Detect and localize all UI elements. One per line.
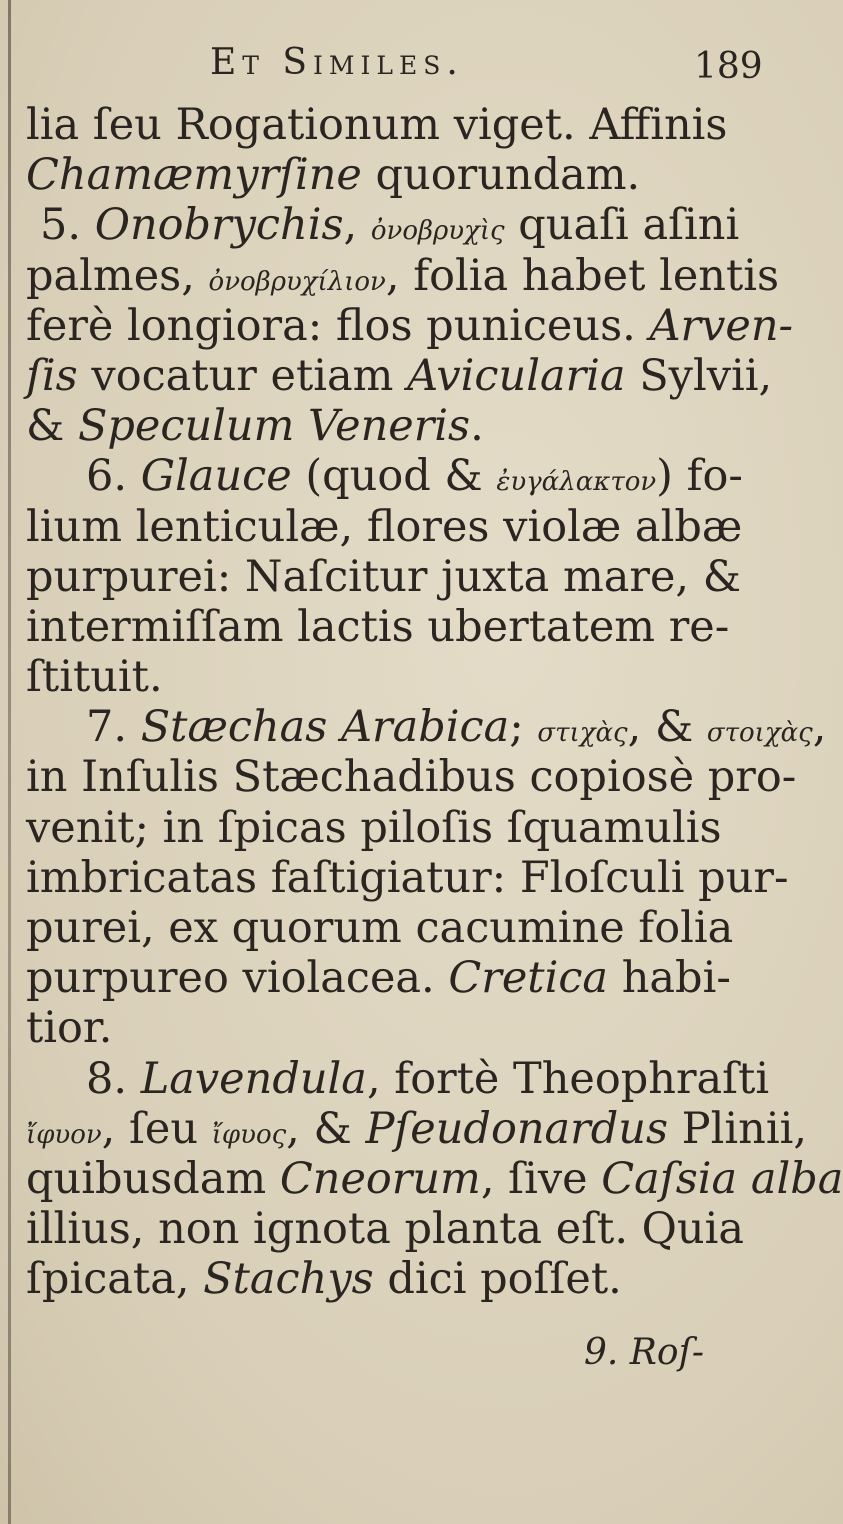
roman-text: habi- — [608, 953, 731, 1004]
greek-text: στοιχὰς — [706, 718, 813, 749]
roman-text: 5. — [40, 200, 95, 251]
text-line — [26, 1153, 843, 1204]
text-line — [26, 552, 786, 602]
roman-text: purei, ex quorum cacumine folia — [26, 903, 734, 953]
italic-text: Cretica — [448, 953, 609, 1004]
body-text — [26, 100, 843, 1305]
roman-text: vocatur etiam — [77, 350, 408, 401]
roman-text: palmes, — [26, 250, 209, 301]
greek-text: ὀνοβρυχίλιον — [208, 266, 386, 297]
roman-text: Plinii, — [668, 1103, 807, 1154]
roman-text: imbricatas faſtigiatur: Floſculi pur- — [26, 852, 789, 903]
roman-text: (quod & — [291, 451, 497, 502]
text-line — [26, 852, 789, 903]
roman-text: ; — [509, 702, 538, 753]
text-line — [26, 251, 786, 301]
roman-text: illius, non ignota planta eſt. Quia — [26, 1204, 745, 1255]
text-line — [26, 401, 786, 451]
italic-text: Stæchas Arabica — [140, 702, 510, 753]
page-number: 189 — [694, 46, 763, 87]
roman-text: & — [26, 401, 78, 452]
greek-text: στιχὰς — [537, 718, 628, 749]
roman-text: dici poſſet. — [373, 1254, 622, 1305]
text-line — [26, 1103, 807, 1154]
roman-text: ferè longiora: flos puniceus. — [26, 300, 650, 351]
roman-text: intermiſſam lactis ubertatem re- — [26, 601, 730, 652]
roman-text: 8. — [86, 1053, 141, 1104]
roman-text: quorundam. — [361, 150, 641, 201]
text-line — [26, 300, 794, 351]
roman-text: , folia habet lentis — [385, 250, 780, 301]
roman-text: purpurei: Naſcitur juxta mare, & — [26, 551, 742, 602]
roman-text: ſtituit. — [26, 652, 163, 703]
text-line — [26, 150, 786, 200]
text-line — [26, 803, 786, 853]
roman-text: quaſi aſini — [504, 200, 740, 251]
text-line — [26, 903, 786, 953]
roman-text: Sylvii, — [625, 350, 773, 401]
text-line — [26, 1254, 786, 1304]
roman-text: 7. — [86, 702, 141, 753]
roman-text: . — [470, 401, 484, 452]
roman-text: , — [343, 200, 371, 251]
greek-text: ἴφυος — [211, 1119, 287, 1150]
italic-text: Glauce — [140, 451, 292, 502]
roman-text: quibusdam — [26, 1153, 280, 1204]
italic-text: Pſeudonardus — [365, 1103, 669, 1154]
roman-text: lia ſeu Rogationum viget. Affinis — [26, 100, 728, 150]
italic-text: Lavendula — [140, 1053, 367, 1104]
running-head: Et Similes. — [210, 42, 464, 83]
page-edge-shadow — [8, 0, 11, 1524]
italic-text: ſis — [26, 350, 78, 401]
italic-text: Caſsia alba — [601, 1153, 843, 1204]
italic-text: Avicularia — [407, 350, 626, 401]
italic-text: Chamæmyrſine — [26, 150, 362, 201]
text-line — [26, 451, 786, 501]
roman-text: , ſeu — [101, 1103, 212, 1154]
roman-text: purpureo violacea. — [26, 953, 449, 1004]
roman-text: , & — [627, 702, 707, 753]
roman-text: tior. — [26, 1003, 113, 1054]
text-line — [26, 351, 786, 401]
text-line — [26, 953, 786, 1003]
text-line — [26, 702, 827, 753]
text-line — [26, 502, 786, 552]
greek-text: ἴφυον — [26, 1119, 102, 1150]
roman-text: ſpicata, — [26, 1254, 204, 1305]
roman-text: venit; in ſpicas piloſis ſquamulis — [26, 802, 722, 853]
text-line — [26, 1003, 786, 1053]
text-line — [26, 1054, 786, 1104]
italic-text: Arven- — [649, 300, 794, 351]
text-line — [26, 752, 797, 803]
roman-text: , & — [286, 1103, 366, 1154]
roman-text: , ſive — [480, 1153, 602, 1204]
roman-text: , — [812, 702, 827, 753]
italic-text: Speculum Veneris — [77, 401, 471, 452]
italic-text: Cneorum — [279, 1153, 481, 1204]
greek-text: ἐυγάλακτον — [496, 467, 657, 498]
greek-text: ὀνοβρυχὶς — [370, 216, 505, 247]
text-line — [26, 200, 786, 250]
text-line — [26, 100, 786, 150]
text-line — [26, 602, 786, 652]
italic-text: Stachys — [203, 1254, 374, 1305]
italic-text: Onobrychis — [94, 200, 344, 251]
roman-text: in Inſulis Stæchadibus copiosè pro- — [26, 752, 797, 803]
text-line — [26, 652, 786, 702]
roman-text: , fortè Theophraſti — [366, 1053, 770, 1104]
roman-text: lium lenticulæ, flores violæ albæ — [26, 501, 743, 552]
roman-text: 6. — [86, 451, 141, 502]
catchword: 9. Roſ- — [584, 1332, 705, 1373]
roman-text: ) fo- — [656, 451, 743, 502]
text-line — [26, 1204, 786, 1254]
